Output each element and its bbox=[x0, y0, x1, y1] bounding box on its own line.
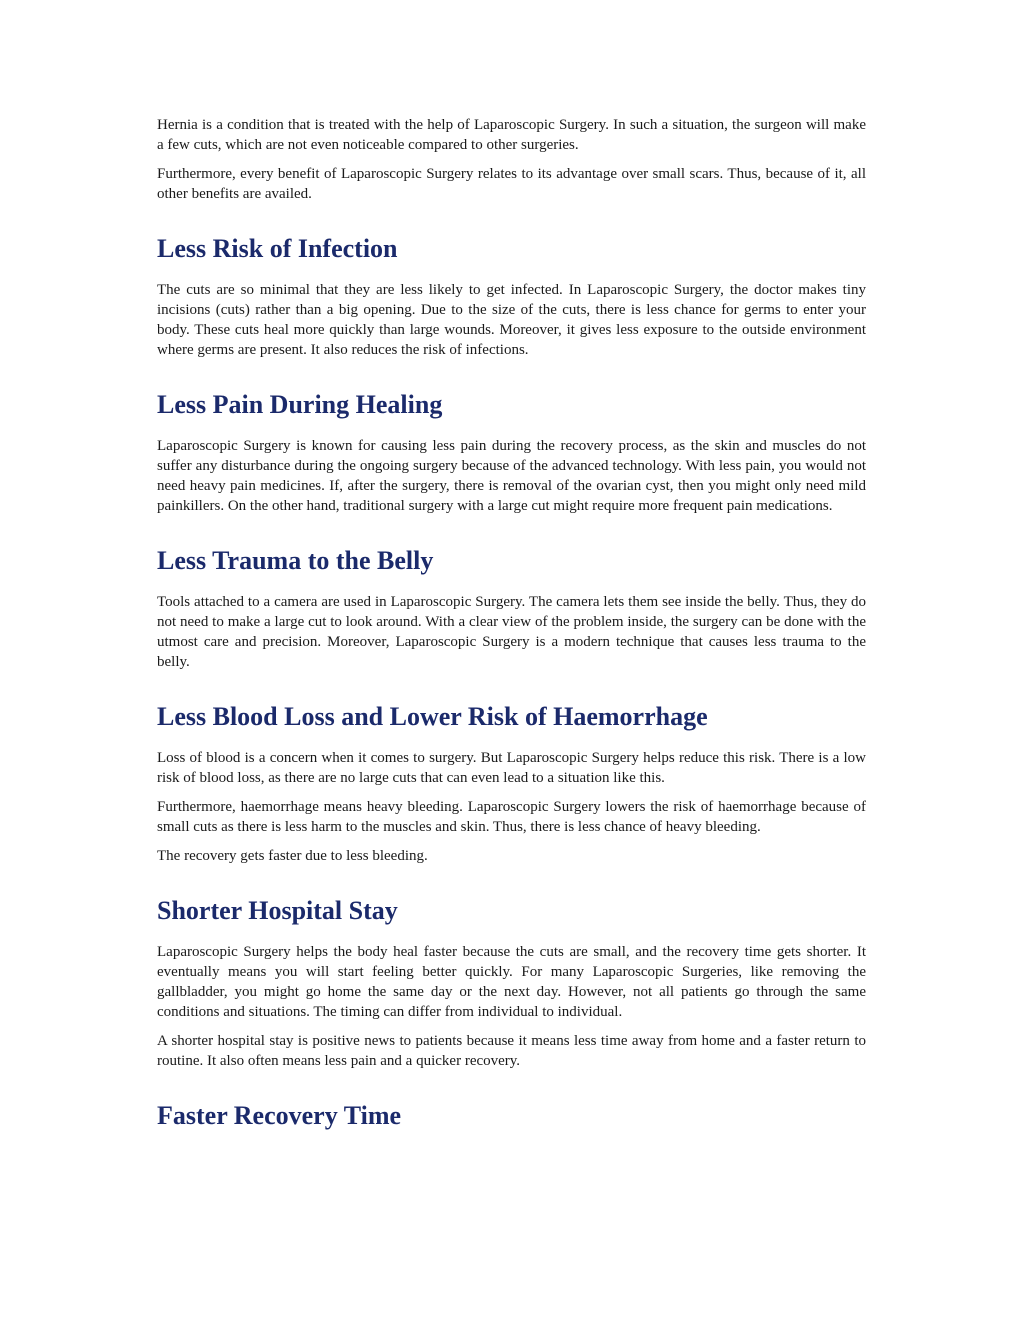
section-heading: Faster Recovery Time bbox=[157, 1101, 402, 1130]
section-paragraph: The recovery gets faster due to less bleeding. bbox=[157, 848, 428, 864]
section-paragraph: Tools attached to a camera are used in Laparoscopic Surgery. The camera lets them see inside the belly. Thus, they do not need to make a large cut to look around. With a clear view of the problem inside, the surgery can be done with the utmost care and precision. Moreover, Laparoscopic Surgery is a modern technique that causes less trauma to the belly. bbox=[157, 594, 866, 670]
section-paragraph: Loss of blood is a concern when it comes to surgery. But Laparoscopic Surgery helps reduce this risk. There is a low risk of blood loss, as there are no large cuts that can even lead to a situation like this. bbox=[157, 750, 866, 786]
section-paragraph: A shorter hospital stay is positive news to patients because it means less time away from home and a faster return to routine. It also often means less pain and a quicker recovery. bbox=[157, 1033, 866, 1069]
section-heading: Less Risk of Infection bbox=[157, 234, 398, 263]
section-heading: Shorter Hospital Stay bbox=[157, 896, 398, 925]
section-paragraph: The cuts are so minimal that they are less likely to get infected. In Laparoscopic Surgery, the doctor makes tiny incisions (cuts) rather than a big opening. Due to the size of the cuts, there is less chance for germs to enter your body. These cuts heal more quickly than large wounds. Moreover, it gives less exposure to the outside environment where germs are present. It also reduces the risk of infections. bbox=[157, 282, 866, 358]
section-heading: Less Blood Loss and Lower Risk of Haemorrhage bbox=[157, 702, 708, 731]
intro-paragraph: Furthermore, every benefit of Laparoscopic Surgery relates to its advantage over small scars. Thus, because of it, all other benefits are availed. bbox=[157, 166, 866, 202]
document-page bbox=[157, 115, 866, 1147]
section-heading: Less Trauma to the Belly bbox=[157, 546, 434, 575]
section-paragraph: Laparoscopic Surgery is known for causing less pain during the recovery process, as the skin and muscles do not suffer any disturbance during the ongoing surgery because of the advanced technology. With less pain, you would not need heavy pain medicines. If, after the surgery, there is removal of the ovarian cyst, then you might only need mild painkillers. On the other hand, traditional surgery with a large cut might require more frequent pain medications. bbox=[157, 438, 866, 514]
section-paragraph: Furthermore, haemorrhage means heavy bleeding. Laparoscopic Surgery lowers the risk of haemorrhage because of small cuts as there is less harm to the muscles and skin. Thus, there is less chance of heavy bleeding. bbox=[157, 799, 866, 835]
section-paragraph: Laparoscopic Surgery helps the body heal faster because the cuts are small, and the recovery time gets shorter. It eventually means you will start feeling better quickly. For many Laparoscopic Surgeries, like removing the gallbladder, you might go home the same day or the next day. However, not all patients go through the same conditions and situations. The timing can differ from individual to individual. bbox=[157, 944, 866, 1020]
section-heading: Less Pain During Healing bbox=[157, 390, 443, 419]
intro-paragraph: Hernia is a condition that is treated with the help of Laparoscopic Surgery. In such a situation, the surgeon will make a few cuts, which are not even noticeable compared to other surgeries. bbox=[157, 117, 866, 153]
